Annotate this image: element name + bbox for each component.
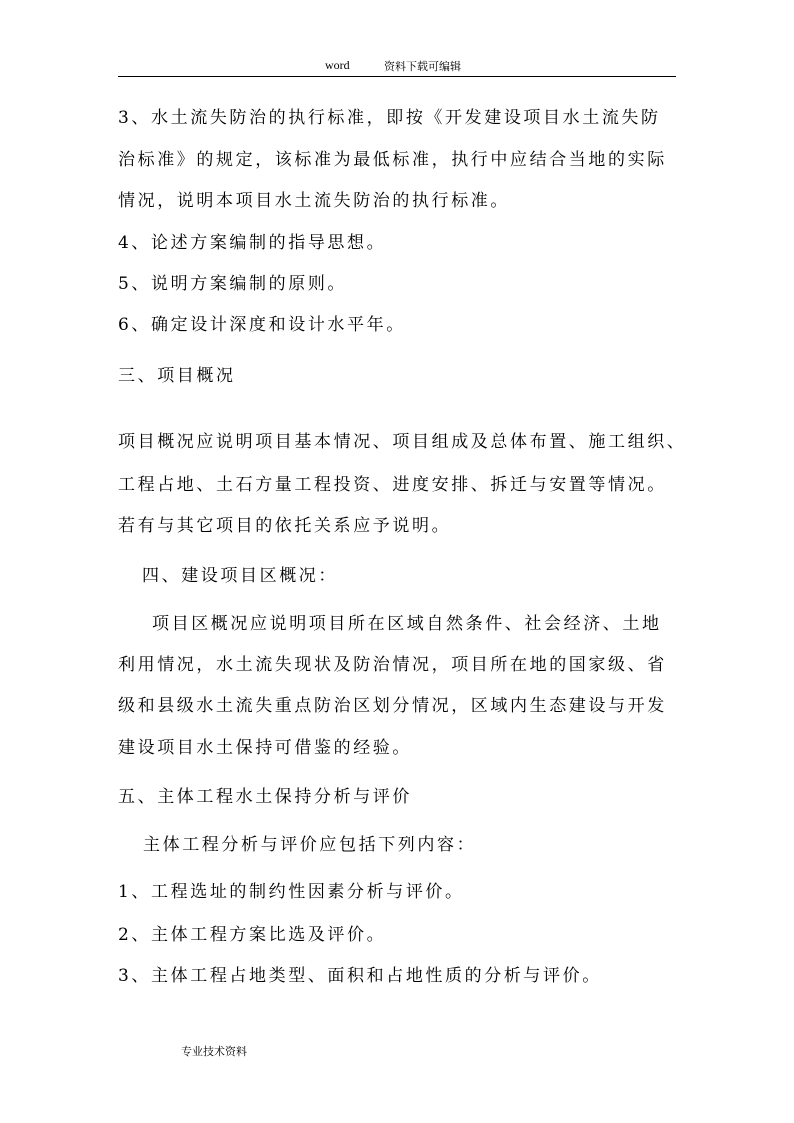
section-heading: 五、主体工程水土保持分析与评价 (118, 787, 412, 807)
header-note: 资料下载可编辑 (384, 60, 461, 73)
header-word: word (325, 58, 350, 72)
section-heading: 四、建设项目区概况： (142, 566, 338, 586)
list-item: 1、工程选址的制约性因素分析与评价。 (118, 882, 465, 902)
list-item: 3、主体工程占地类型、面积和占地性质的分析与评价。 (118, 966, 602, 986)
paragraph-line: 3、水土流失防治的执行标准，即按《开发建设项目水土流失防 (118, 108, 661, 128)
paragraph-line: 情况，说明本项目水土流失防治的执行标准。 (118, 191, 510, 211)
paragraph-line: 级和县级水土流失重点防治区划分情况，区域内生态建设与开发 (118, 696, 667, 716)
paragraph-line: 若有与其它项目的依托关系应予说明。 (118, 516, 452, 536)
list-item: 4、论述方案编制的指导思想。 (118, 233, 387, 253)
list-item: 2、主体工程方案比选及评价。 (118, 925, 387, 945)
paragraph-line: 建设项目水土保持可借鉴的经验。 (118, 738, 412, 758)
paragraph-line: 治标准》的规定，该标准为最低标准，执行中应结合当地的实际 (118, 150, 667, 170)
paragraph-line: 主体工程分析与评价应包括下列内容： (143, 835, 477, 855)
page-footer: 专业技术资料 (181, 1045, 247, 1058)
section-heading: 三、项目概况 (118, 366, 236, 386)
page-header (118, 56, 676, 77)
list-item: 5、说明方案编制的原则。 (118, 274, 348, 294)
paragraph-line: 项目区概况应说明项目所在区域自然条件、社会经济、土地 (152, 614, 662, 634)
paragraph-line: 工程占地、土石方量工程投资、进度安排、拆迁与安置等情况。 (118, 475, 667, 495)
paragraph-line: 利用情况，水土流失现状及防治情况，项目所在地的国家级、省 (118, 655, 667, 675)
paragraph-line: 项目概况应说明项目基本情况、项目组成及总体布置、施工组织、 (118, 432, 687, 452)
list-item: 6、确定设计深度和设计水平年。 (118, 315, 406, 335)
